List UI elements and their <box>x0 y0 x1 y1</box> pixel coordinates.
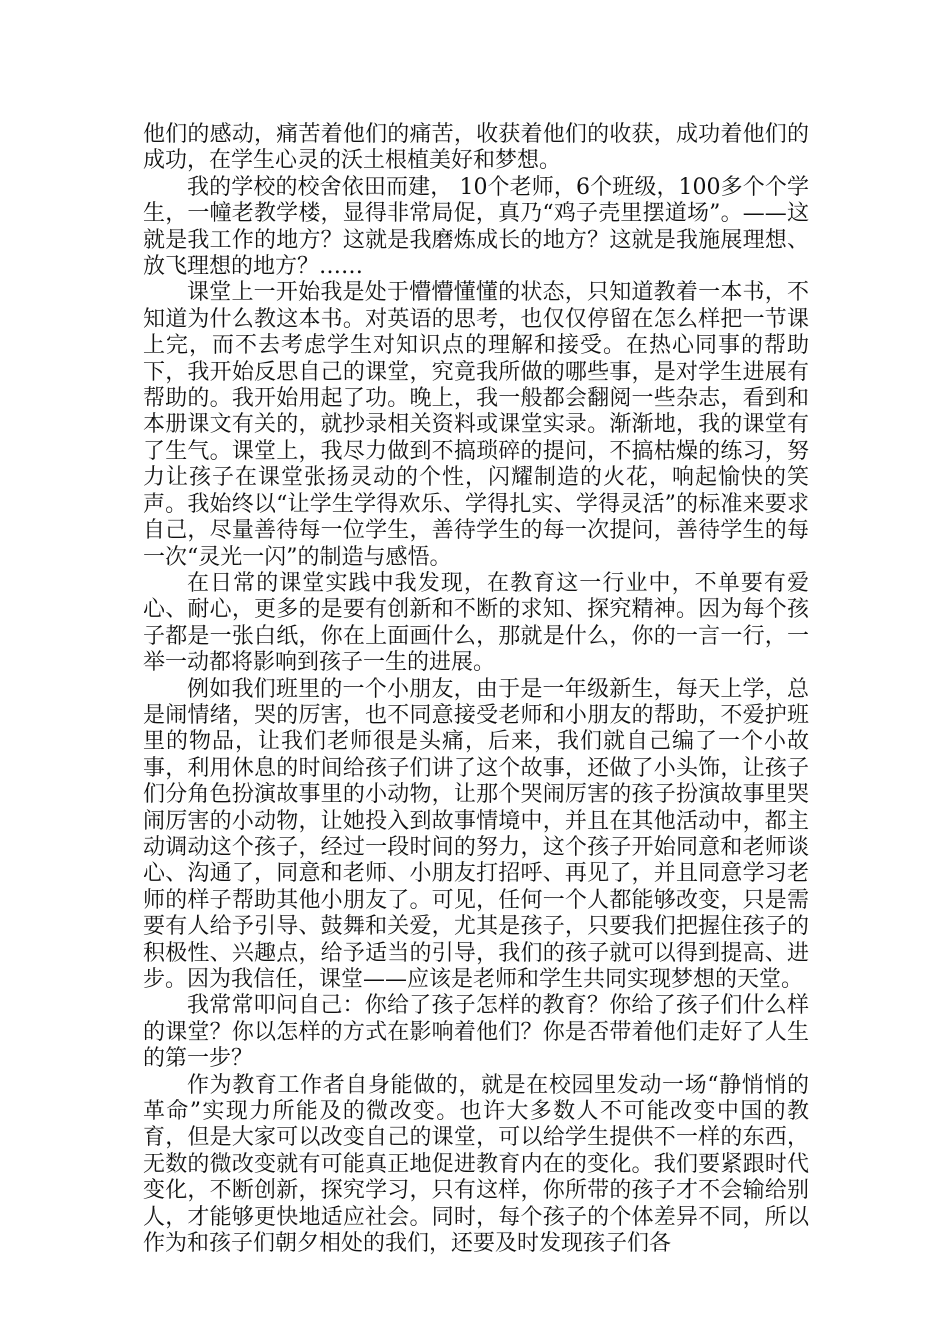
paragraph-example: 例如我们班里的一个小朋友，由于是一年级新生，每天上学，总是闹情绪，哭的厉害，也不同意接受老师和小朋友的帮助，不爱护班里的物品，让我们老师很是头痛，后来，我们就自己编了一个小故事，利用休息的时间给孩子们讲了这个故事，还做了小头饰，让孩子们分角色扮演故事里的小动物，让那个哭闹厉害的孩子扮演故事里哭闹厉害的小动物，让她投入到故事情境中，并且在其他活动中，都主动调动这个孩子，经过一段时间的努力，这个孩子开始同意和老师谈心、沟通了，同意和老师、小朋友打招呼、再见了，并且同意学习老师的样子帮助其他小朋友了。可见，任何一个人都能够改变，只是需要有人给予引导、鼓舞和关爱，尤其是孩子，只要我们把握住孩子的积极性、兴趣点，给予适当的引导，我们的孩子就可以得到提高、进步。因为我信任，课堂——应该是老师和学生共同实现梦想的天堂。 <box>143 676 809 992</box>
paragraph-continuation: 他们的感动，痛苦着他们的痛苦，收获着他们的收获，成功着他们的成功，在学生心灵的沃土根植美好和梦想。 <box>143 122 809 174</box>
paragraph-practice: 在日常的课堂实践中我发现，在教育这一行业中，不单要有爱心、耐心，更多的是要有创新和不断的求知、探究精神。因为每个孩子都是一张白纸，你在上面画什么，那就是什么，你的一言一行，一举一动都将影响到孩子一生的进展。 <box>143 570 809 676</box>
paragraph-change: 作为教育工作者自身能做的，就是在校园里发动一场“静悄悄的革命”实现力所能及的微改变。也许大多数人不可能改变中国的教育，但是大家可以改变自己的课堂，可以给学生提供不一样的东西，无数的微改变就有可能真正地促进教育内在的变化。我们要紧跟时代变化，不断创新，探究学习，只有这样，你所带的孩子才不会输给别人，才能够更快地适应社会。同时，每个孩子的个体差异不同，所以作为和孩子们朝夕相处的我们，还要及时发现孩子们各 <box>143 1072 809 1257</box>
document-page <box>143 122 809 1257</box>
paragraph-school: 我的学校的校舍依田而建， 10个老师，6个班级，100多个个学生，一幢老教学楼，显得非常局促，真乃“鸡子壳里摆道场”。——这就是我工作的地方？这就是我磨炼成长的地方？这就是我施展理想、放飞理想的地方？…… <box>143 174 809 280</box>
paragraph-reflection: 我常常叩问自己：你给了孩子怎样的教育？你给了孩子们什么样的课堂？你以怎样的方式在影响着他们？你是否带着他们走好了人生的第一步？ <box>143 993 809 1072</box>
paragraph-classroom: 课堂上一开始我是处于懵懵懂懂的状态，只知道教着一本书，不知道为什么教这本书。对英语的思考，也仅仅停留在怎么样把一节课上完，而不去考虑学生对知识点的理解和接受。在热心同事的帮助下，我开始反思自己的课堂，究竟我所做的哪些事，是对学生进展有帮助的。我开始用起了功。晚上，我一般都会翻阅一些杂志，看到和本册课文有关的，就抄录相关资料或课堂实录。渐渐地，我的课堂有了生气。课堂上，我尽力做到不搞琐碎的提问，不搞枯燥的练习，努力让孩子在课堂张扬灵动的个性，闪耀制造的火花，响起愉快的笑声。我始终以“让学生学得欢乐、学得扎实、学得灵活”的标准来要求自己，尽量善待每一位学生，善待学生的每一次提问，善待学生的每一次“灵光一闪”的制造与感悟。 <box>143 280 809 570</box>
